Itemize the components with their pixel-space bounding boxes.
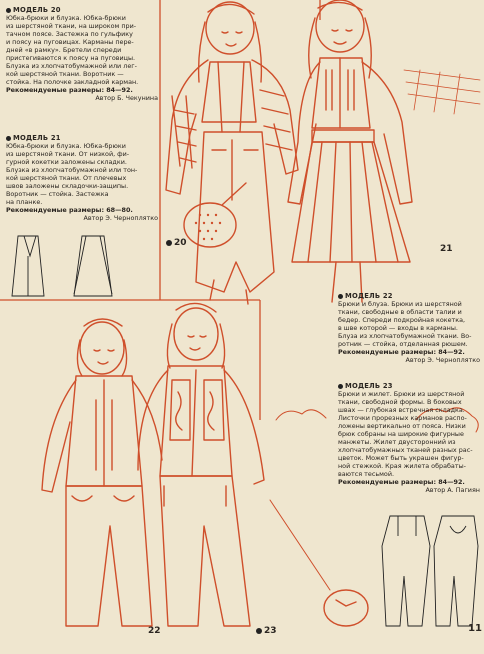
model-22-title: МОДЕЛЬ 22 xyxy=(338,292,480,300)
model-20-description xyxy=(6,6,158,102)
bullet-icon xyxy=(6,8,11,13)
model-21-description xyxy=(6,134,158,222)
bullet-icon xyxy=(338,384,343,389)
figure-label-21: 21 xyxy=(440,244,453,254)
model-21-author: Автор Э. Черноплятко xyxy=(83,214,158,222)
model-20-sizes: Рекомендуемые размеры: 84—92. xyxy=(6,86,133,94)
figures-20-21 xyxy=(166,0,480,304)
page-number: 11 xyxy=(468,623,482,634)
model-22-body: Брюки и блуза. Брюки из шерстяной ткани, свободные в области талии и бедер. Спереди подкройная кокетка, в шве которой — входы в карманы. Блуза из хлопчатобумажной ткани. Во- ротник — стойка, отделанная рюшем. xyxy=(338,300,472,348)
figure-label-23: 23 xyxy=(256,626,277,636)
model-22-sizes: Рекомендуемые размеры: 84—92. xyxy=(338,348,465,356)
bullet-icon xyxy=(6,136,11,141)
tech-sketch-23 xyxy=(382,516,478,626)
model-23-author: Автор А. Пагиян xyxy=(425,486,480,494)
model-23-description xyxy=(338,382,480,494)
model-21-sizes: Рекомендуемые размеры: 68—80. xyxy=(6,206,133,214)
model-20-body: Юбка-брюки и блузка. Юбка-брюки из шерстяной ткани, на широком при- тачном поясе. Застежка по гульфику и поясу на пуговицах. Карманы пере- дней «в рамку». Бретели спереди пристегиваются к поясу на пуговицы. Блузка из хлопчатобумажной или лег- кой шерстяной ткани. Воротник — стойка. На полочке закладной карман. xyxy=(6,14,139,86)
figure-label-22: 22 xyxy=(148,626,161,636)
model-23-title: МОДЕЛЬ 23 xyxy=(338,382,480,390)
model-23-body: Брюки и жилет. Брюки из шерстяной ткани, свободной формы. В боковых швах — глубокая встречная складка. Листочки прорезных карманов распо- ложены вертикально от пояса. Низки брюк собраны на широкие фигурные манжеты. Жилет двусторонний из хлопчатобумажных тканей разных рас- цветок. Может быть украшен фигур- ной стежкой. Края жилета обрабаты- ваются тесьмой. xyxy=(338,390,473,478)
figure-label-20: 20 xyxy=(166,238,187,248)
model-23-sizes: Рекомендуемые размеры: 84—92. xyxy=(338,478,465,486)
model-20-title: МОДЕЛЬ 20 xyxy=(6,6,158,14)
model-22-author: Автор Э. Черноплятко xyxy=(405,356,480,364)
tech-sketch-21 xyxy=(12,236,112,296)
model-21-body: Юбка-брюки и блузка. Юбка-брюки из шерстяной ткани. От низкой, фи- гурной кокетки заложены складки. Блузка из хлопчатобумажной или тон- кой шерстяной ткани. От плечевых швов заложены складочки-защипы. Воротник — стойка. Застежка на планке. xyxy=(6,142,138,206)
bullet-icon xyxy=(166,240,172,246)
model-20-author: Автор Б. Чекунина xyxy=(95,94,158,102)
model-22-description xyxy=(338,292,480,364)
bullet-icon xyxy=(338,294,343,299)
model-21-title: МОДЕЛЬ 21 xyxy=(6,134,158,142)
bullet-icon xyxy=(256,628,262,634)
